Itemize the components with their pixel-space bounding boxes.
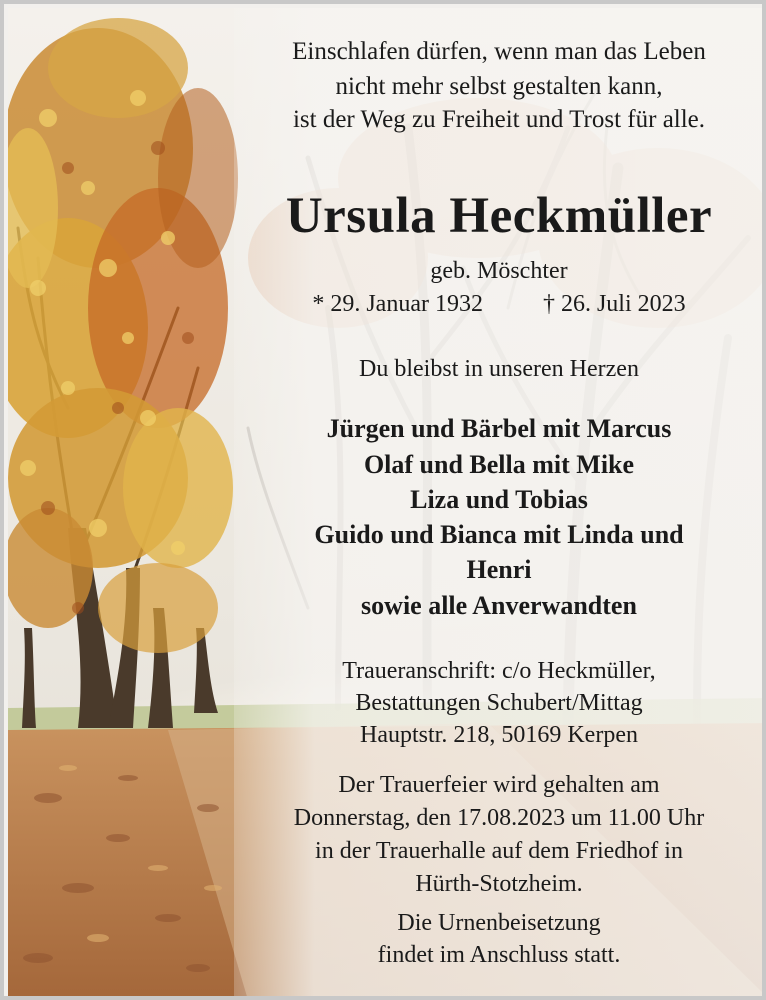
mourner-line: Henri [466,555,532,584]
verse-line: nicht mehr selbst gestalten kann, [335,73,663,100]
mourner-line: Guido und Bianca mit Linda und [314,520,684,549]
remembrance-text: Du bleibst in unseren Herzen [359,356,639,382]
address-line: Hauptstr. 218, 50169 Kerpen [360,722,638,748]
mourner-line: Liza und Tobias [410,485,588,514]
burial-line: Die Urnenbeisetzung [397,910,601,936]
ceremony-line: Der Trauerfeier wird gehalten am [338,772,660,798]
obituary-text [234,4,764,1000]
mourner-line: sowie alle Anverwandten [361,591,637,620]
deceased-name: Ursula Heckmüller [285,188,713,244]
burial-line: findet im Anschluss statt. [377,942,621,968]
life-dates [234,291,764,318]
address-line: Traueranschrift: c/o Heckmüller, [342,658,656,684]
ceremony-line: Hürth-Stotzheim. [415,871,583,897]
birth-date: * 29. Januar 1932 [312,291,483,317]
ceremony-line: in der Trauerhalle auf dem Friedhof in [315,838,683,864]
death-date: † 26. Juli 2023 [542,291,686,317]
verse-line: ist der Weg zu Freiheit und Trost für alle. [292,106,706,133]
maiden-name: geb. Möschter [430,258,568,284]
mourner-line: Jürgen und Bärbel mit Marcus [326,414,672,443]
mourner-line: Olaf und Bella mit Mike [363,450,635,479]
ceremony-line: Donnerstag, den 17.08.2023 um 11.00 Uhr [293,805,705,831]
address-line: Bestattungen Schubert/Mittag [355,690,643,716]
verse-line: Einschlafen dürfen, wenn man das Leben [292,38,706,65]
